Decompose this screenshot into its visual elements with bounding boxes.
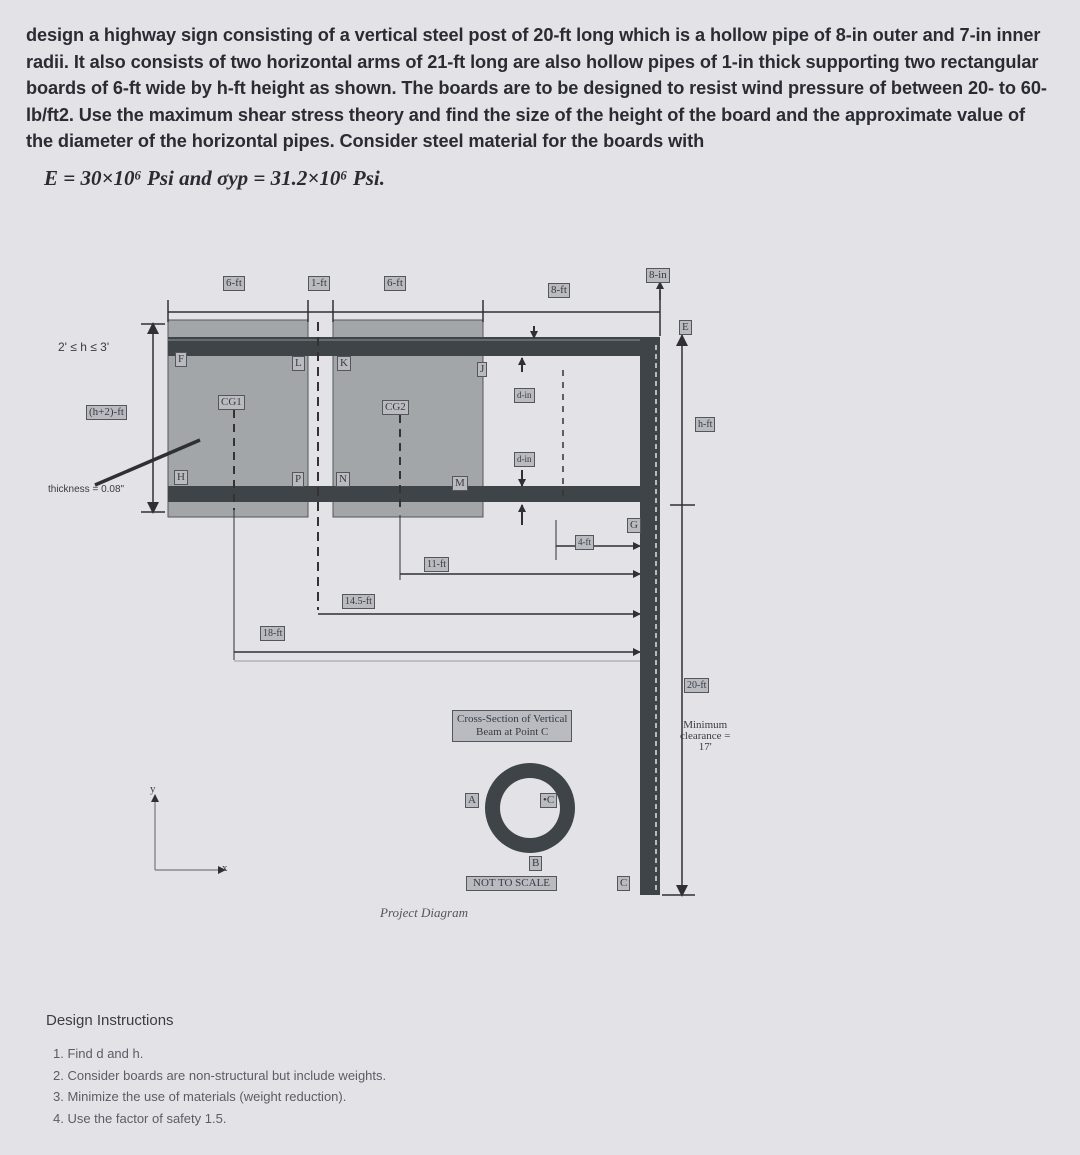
dim-label-8ft: 8-ft xyxy=(548,283,570,298)
point-P: P xyxy=(292,472,304,487)
dim-label-18ft: 18-ft xyxy=(260,626,285,641)
dim-label-6ft-right: 6-ft xyxy=(384,276,406,291)
d-in-label-bottom: d-in xyxy=(514,452,535,467)
x-axis-label: x xyxy=(222,862,228,874)
material-formula: E = 30×10⁶ Psi and σyp = 31.2×10⁶ Psi. xyxy=(44,166,385,190)
dim-label-11ft: 11-ft xyxy=(424,557,449,572)
dim-label-4ft: 4-ft xyxy=(575,535,594,550)
lower-horizontal-arm xyxy=(168,486,660,502)
point-B: B xyxy=(529,856,542,871)
point-M: M xyxy=(452,476,468,491)
clearance-line-2: clearance = xyxy=(680,730,731,742)
cg1-label: CG1 xyxy=(218,395,245,410)
not-to-scale-label: NOT TO SCALE xyxy=(466,876,557,891)
instruction-item: 1. Find d and h. xyxy=(53,1046,144,1061)
design-instructions xyxy=(46,1012,646,1129)
point-E: E xyxy=(679,320,692,335)
d-in-label-top: d-in xyxy=(514,388,535,403)
point-K: K xyxy=(337,356,351,371)
cg2-label: CG2 xyxy=(382,400,409,415)
dim-label-14ft: 14.5-ft xyxy=(342,594,375,609)
point-H: H xyxy=(174,470,188,485)
instructions-title: Design Instructions xyxy=(46,1012,174,1029)
cross-section-title xyxy=(452,710,572,742)
dim-label-8in: 8-in xyxy=(646,268,670,283)
cross-section-title-2: Beam at Point C xyxy=(475,726,549,738)
clearance-line-1: Minimum xyxy=(683,719,728,731)
point-C-section: •C xyxy=(540,793,557,808)
cross-section-title-1: Cross-Section of Vertical xyxy=(457,713,568,725)
point-G: G xyxy=(627,518,641,533)
dim-label-1ft: 1-ft xyxy=(308,276,330,291)
clearance-note xyxy=(680,720,730,753)
right-dim-arrow-top xyxy=(676,334,688,346)
point-N: N xyxy=(336,472,350,487)
instruction-item: 4. Use the factor of safety 1.5. xyxy=(53,1110,227,1126)
y-axis-label: y xyxy=(150,783,156,795)
h2-label: (h+2)-ft xyxy=(86,405,127,420)
point-C-base: C xyxy=(617,876,630,891)
thickness-label: thickness = 0.08" xyxy=(48,484,125,495)
h-ft-label: h-ft xyxy=(695,417,715,432)
vertical-post xyxy=(640,337,660,895)
point-J: J xyxy=(477,362,487,377)
instruction-item: 3. Minimize the use of materials (weight reduction). xyxy=(53,1089,347,1104)
diagram-caption: Project Diagram xyxy=(380,905,468,920)
problem-text: design a highway sign consisting of a vertical steel post of 20-ft long which is a hollow pipe of 8-in outer and 7-in inner radii. It also consists of two horizontal arms of 21-ft long are also hollow pipes of 1-in thick supporting two rectangular boards of 6-ft wide by h-ft height as shown. The boards are to be designed to resist wind pressure of between 20- to 60-lb/ft2. Use the maximum shear stress theory and find the size of the height of the board and the approximate value of the diameter of the horizontal pipes. Consider steel material for the boards with xyxy=(26,25,1047,151)
point-A: A xyxy=(465,793,479,808)
instruction-item: 2. Consider boards are non-structural but include weights. xyxy=(53,1067,387,1083)
dim-label-6ft-left: 6-ft xyxy=(223,276,245,291)
h-range-label: 2' ≤ h ≤ 3' xyxy=(58,340,110,354)
dim-label-20ft: 20-ft xyxy=(684,678,709,693)
instructions-list xyxy=(46,1043,646,1129)
pipe-bore xyxy=(500,778,560,838)
clearance-line-3: 17' xyxy=(698,741,712,753)
point-L: L xyxy=(292,356,305,371)
point-F: F xyxy=(175,352,187,367)
